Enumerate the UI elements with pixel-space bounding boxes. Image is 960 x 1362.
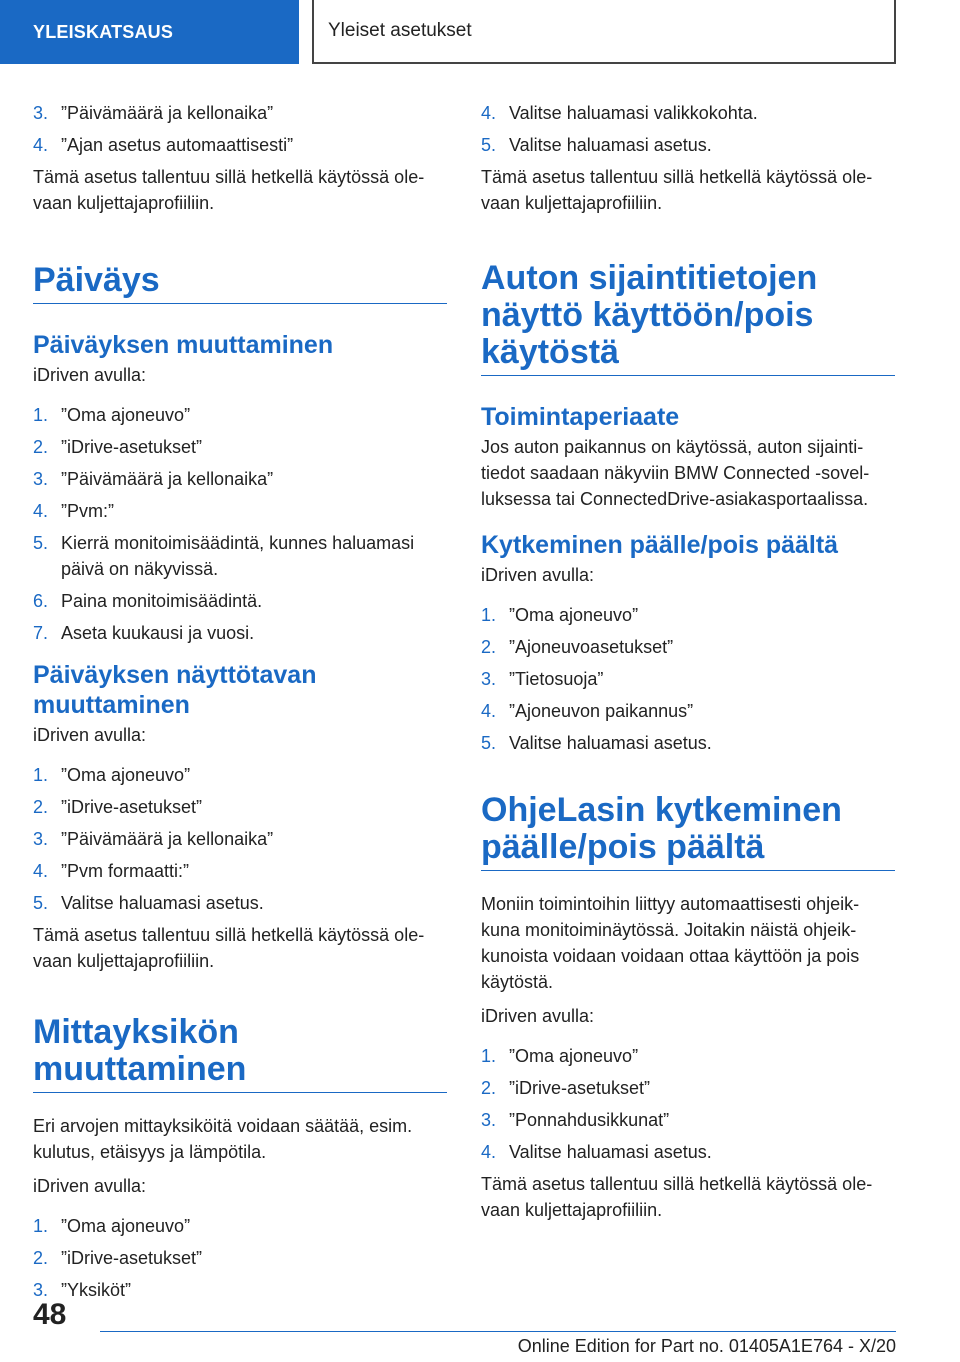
idrive-label: iDriven avulla: <box>481 565 595 585</box>
edition-note: Online Edition for Part no. 01405A1E764 - X/20 <box>517 1336 896 1356</box>
principle-text: Jos auton paikannus on käytössä, auton sijainti-tiedot saadaan näkyviin BMW Connected -sovel-luksessa tai ConnectedDrive-asiakasportaalissa. <box>481 437 870 509</box>
heading-date: Päiväys <box>33 262 447 304</box>
heading-units: Mittayksikön muuttaminen <box>33 1014 447 1093</box>
list-item: 3. ”Päivämäärä ja kellonaika” <box>33 103 274 123</box>
list-item: 4. ”Pvm:” <box>33 501 114 521</box>
list-item: 4. ”Ajan asetus automaattisesti” <box>33 135 294 155</box>
heading-date-format: Päiväyksen näyttötavan muuttaminen <box>33 661 317 719</box>
settings-note: Tämä asetus tallentuu sillä hetkellä käytössä ole-vaan kuljettajaprofiiliin. <box>481 1174 873 1220</box>
list-item: 3. ”Yksiköt” <box>33 1280 132 1300</box>
left-intro-list <box>33 100 447 158</box>
page-header-title: Yleiset asetukset <box>312 0 896 64</box>
list-item: 5. Valitse haluamasi asetus. <box>481 733 712 753</box>
settings-note: Tämä asetus tallentuu sillä hetkellä käytössä ole-vaan kuljettajaprofiiliin. <box>33 925 425 971</box>
list-item: 3. ”Ponnahdusikkunat” <box>481 1110 670 1130</box>
list-item: 4. ”Ajoneuvon paikannus” <box>481 701 694 721</box>
settings-note: Tämä asetus tallentuu sillä hetkellä käytössä ole-vaan kuljettajaprofiiliin. <box>481 167 873 213</box>
list-item: 2. ”Ajoneuvoasetukset” <box>481 637 674 657</box>
list-item: 6. Paina monitoimisäädintä. <box>33 591 263 611</box>
left-column <box>33 100 447 1309</box>
units-steps <box>33 1213 447 1303</box>
list-item: 3. ”Tietosuoja” <box>481 669 604 689</box>
list-item: 5. Valitse haluamasi asetus. <box>481 135 712 155</box>
right-column <box>481 100 895 1223</box>
list-item: 5. Valitse haluamasi asetus. <box>33 893 264 913</box>
list-item: 2. ”iDrive-asetukset” <box>481 1078 651 1098</box>
date-format-steps <box>33 762 447 916</box>
right-intro-list <box>481 100 895 158</box>
section-tab: YLEISKATSAUS <box>0 0 299 64</box>
list-item: 4. Valitse haluamasi valikkokohta. <box>481 103 758 123</box>
heading-location: Auton sijaintitietojen näyttö käyttöön/pois käytöstä <box>481 260 895 376</box>
help-steps <box>481 1043 895 1165</box>
idrive-label: iDriven avulla: <box>33 1176 147 1196</box>
list-item: 1. ”Oma ajoneuvo” <box>33 765 191 785</box>
list-item: 2. ”iDrive-asetukset” <box>33 437 203 457</box>
idrive-label: iDriven avulla: <box>33 725 147 745</box>
list-item: 2. ”iDrive-asetukset” <box>33 797 203 817</box>
help-description: Moniin toimintoihin liittyy automaattisesti ohjeik-kuna monitoiminäytössä. Joitakin näistä ohjeik-kunoista voidaan voidaan ottaa käyttöön ja pois käytöstä. <box>481 894 860 992</box>
footer-divider <box>100 1331 896 1332</box>
list-item: 4. Valitse haluamasi asetus. <box>481 1142 712 1162</box>
list-item: 3. ”Päivämäärä ja kellonaika” <box>33 469 274 489</box>
list-item: 5. Kierrä monitoimisäädintä, kunnes haluamasi päivä on näkyvissä. <box>33 533 415 579</box>
heading-change-date: Päiväyksen muuttaminen <box>33 331 334 359</box>
idrive-label: iDriven avulla: <box>33 365 147 385</box>
list-item: 3. ”Päivämäärä ja kellonaika” <box>33 829 274 849</box>
list-item: 1. ”Oma ajoneuvo” <box>33 1216 191 1236</box>
list-item: 2. ”iDrive-asetukset” <box>33 1248 203 1268</box>
list-item: 4. ”Pvm formaatti:” <box>33 861 190 881</box>
list-item: 1. ”Oma ajoneuvo” <box>33 405 191 425</box>
change-date-steps <box>33 402 447 646</box>
list-item: 1. ”Oma ajoneuvo” <box>481 605 639 625</box>
idrive-label: iDriven avulla: <box>481 1006 595 1026</box>
heading-switch: Kytkeminen päälle/pois päältä <box>481 531 839 559</box>
location-steps <box>481 602 895 756</box>
heading-help-window: OhjeLasin kytkeminen päälle/pois päältä <box>481 792 895 871</box>
list-item: 7. Aseta kuukausi ja vuosi. <box>33 623 255 643</box>
settings-note: Tämä asetus tallentuu sillä hetkellä käytössä ole-vaan kuljettajaprofiiliin. <box>33 167 425 213</box>
units-description: Eri arvojen mittayksiköitä voidaan säätää, esim. kulutus, etäisyys ja lämpötila. <box>33 1116 413 1162</box>
page-number: 48 <box>33 1298 67 1331</box>
heading-principle: Toimintaperiaate <box>481 403 680 431</box>
list-item: 1. ”Oma ajoneuvo” <box>481 1046 639 1066</box>
